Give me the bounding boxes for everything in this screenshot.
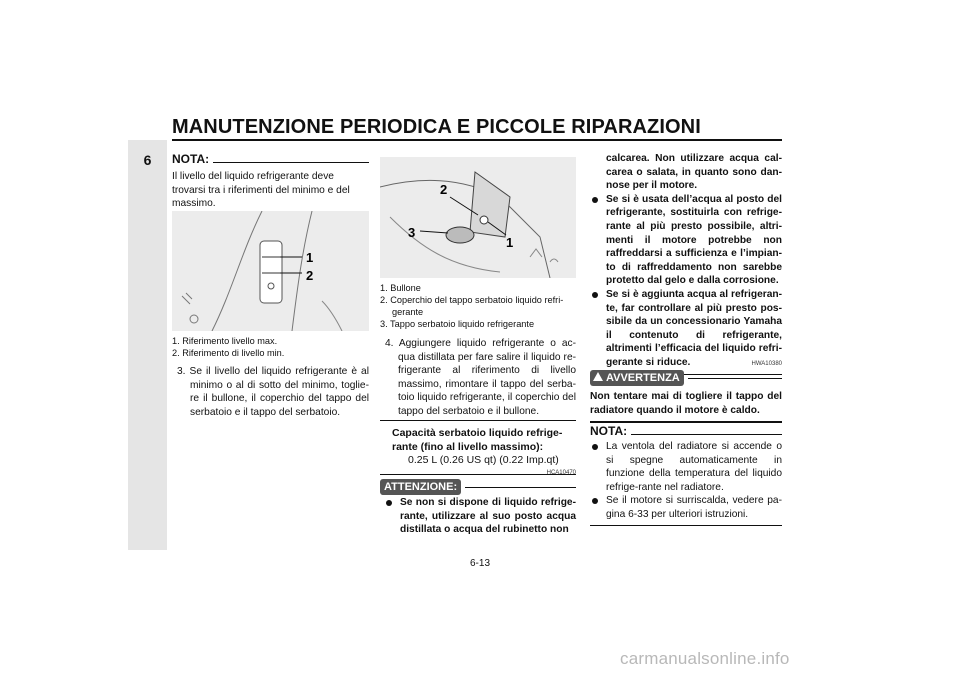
capacity-box	[380, 420, 576, 475]
warning-end-rule	[590, 421, 782, 423]
figure-1-captions	[172, 335, 369, 359]
nota-2	[590, 424, 782, 526]
continuation-text: calcarea. Non utilizzare acqua cal-carea o salata, in quanto sono dan-nose per il motore.	[606, 153, 782, 192]
attention-bullets-cont	[590, 193, 782, 370]
nota-text: Il livello del liquido refrigerante deve trovarsi tra i riferimenti del minimo e del massimo.	[172, 171, 350, 210]
coolant-level-illustration	[172, 211, 369, 331]
attention-bullet: Se non si dispone di liquido refrige-rante, utilizzare al suo posto acqua distillata o acqua del rubinetto non	[384, 496, 576, 537]
attention-badge: ATTENZIONE:	[380, 479, 461, 495]
caption-item: 2. Coperchio del tappo serbatoio liquido refri-gerante	[380, 295, 564, 317]
figure-2-captions	[380, 282, 576, 330]
warning-content	[590, 390, 782, 423]
attention-bullet: Se si è usata dell’acqua al posto del refrigerante, sostituirla con refrige-rante al più presto possibile, altri-menti il motore potrebbe non raffreddarsi a sufficienza e l’impian-to di raffreddamento non sarebbe protetto dal gelo e dalla corrosione.	[590, 193, 782, 288]
nota-2-rule	[631, 434, 782, 435]
capacity-label: Capacità serbatoio liquido refrige-rante (fino al livello massimo):	[392, 427, 563, 453]
nota-2-end-rule	[590, 525, 782, 526]
attention-code: HCA10470	[546, 470, 576, 476]
caption-item: 1. Riferimento livello max.	[172, 336, 278, 346]
callout-1-cap: 1	[506, 235, 514, 250]
step-4	[380, 337, 576, 419]
attention-content	[380, 496, 576, 537]
step-3-text: 3. Se il livello del liquido refrigerante è al minimo o al di sotto del minimo, toglie-re il bullone, il coperchio del tappo del serbatoio e il tappo del serbatoio.	[177, 366, 369, 418]
page-title: MANUTENZIONE PERIODICA E PICCOLE RIPARAZIONI	[172, 116, 701, 138]
caption-item: 3. Tappo serbatoio liquido refrigerante	[380, 319, 535, 329]
nota-label: NOTA:	[172, 152, 210, 166]
callout-3-cap: 3	[408, 225, 416, 240]
callout-2: 2	[306, 268, 314, 283]
chapter-number: 6	[143, 152, 152, 168]
step-3	[172, 365, 369, 419]
attention-rule	[465, 487, 576, 488]
attention-bullets	[380, 496, 576, 537]
page-number: 6-13	[469, 558, 490, 569]
capacity-value: 0.25 L (0.26 US qt) (0.22 Imp.qt)	[408, 454, 559, 466]
nota-2-heading	[590, 424, 782, 438]
warning-label: AVVERTENZA	[606, 372, 680, 384]
nota-heading	[172, 152, 369, 166]
chapter-tab	[128, 140, 167, 550]
attention-heading	[380, 479, 576, 495]
nota-bullet: La ventola del radiatore si accende o si spegne automaticamente in funzione della temperatura del liquido refrige-rante nel radiatore.	[590, 440, 782, 494]
figure-coolant-cap	[380, 157, 576, 278]
warning-text: Non tentare mai di togliere il tappo del radiatore quando il motore è caldo.	[590, 391, 782, 416]
attention-continuation	[590, 152, 782, 375]
caption-item: 1. Bullone	[380, 283, 421, 293]
watermark: carmanualsonline.info	[620, 649, 790, 668]
warning-triangle-icon	[593, 372, 603, 381]
callout-2-cap: 2	[440, 182, 448, 197]
caption-item: 2. Riferimento di livello min.	[172, 348, 285, 358]
nota-2-bullets	[590, 440, 782, 522]
column-1	[172, 152, 369, 216]
callout-1: 1	[306, 250, 314, 265]
step-4-text: 4. Aggiungere liquido refrigerante o ac-qua distillata per fare salire il liquido re-frigerante al riferimento di livello massimo, rimontare il tappo del serba-toio liquido refrigerante, il coperchio del tappo del serbatoio e il bullone.	[385, 338, 576, 417]
figure-coolant-level	[172, 211, 369, 331]
warning-rule	[688, 378, 782, 379]
warning-heading	[590, 370, 782, 386]
coolant-cap-illustration	[380, 157, 576, 278]
nota-2-label: NOTA:	[590, 424, 628, 438]
nota-rule	[213, 162, 369, 163]
nota-bullet: Se il motore si surriscalda, vedere pa-gina 6-33 per ulteriori istruzioni.	[590, 494, 782, 521]
title-rule	[172, 139, 782, 141]
warning-code: HWA10380	[751, 361, 782, 367]
attention-bullet: Se si è aggiunta acqua al refrigeran-te, far controllare al più presto pos-sibile da un concessionario Yamaha il contenuto di refrigerante, altrimenti l’efficacia del liquido refri-gerante si riduce.	[590, 288, 782, 370]
warning-badge	[590, 370, 684, 386]
